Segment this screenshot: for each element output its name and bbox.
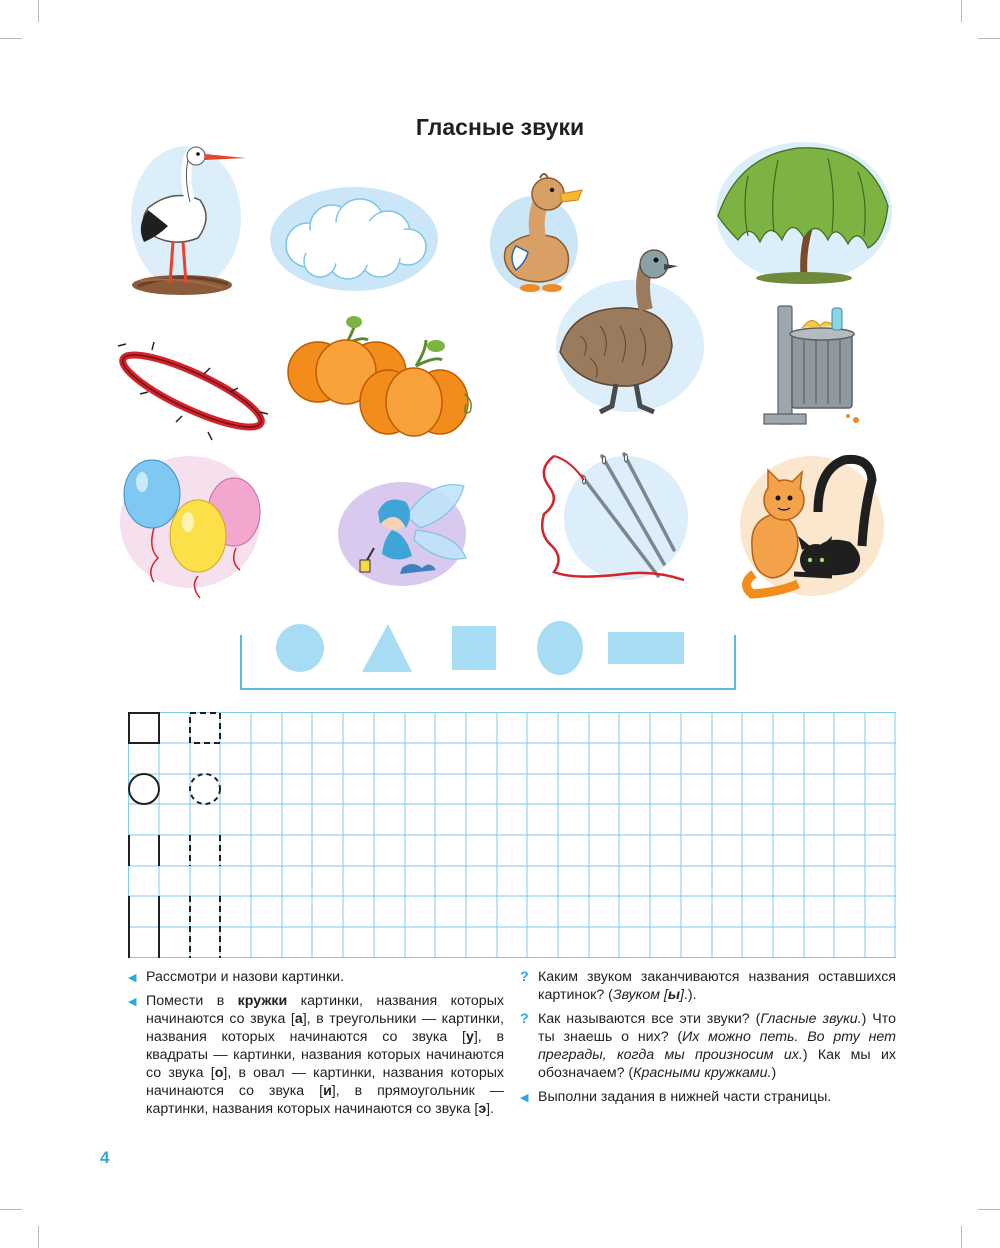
- emu-picture: [550, 246, 706, 422]
- rectangle-shape: [608, 632, 684, 664]
- question-mark-icon: ?: [520, 1011, 529, 1027]
- oval-shape: [537, 621, 583, 675]
- crop-mark: [978, 38, 1000, 39]
- shape-row: [270, 618, 690, 678]
- dashed-circle-sample: [190, 774, 220, 804]
- page-number: 4: [100, 1148, 110, 1167]
- stork-picture: [118, 138, 258, 298]
- triangle-bullet-icon: ◀: [128, 996, 137, 1008]
- instruction-item: ◀ Рассмотри и назови картинки.: [128, 969, 345, 985]
- trash-bin-picture: [760, 304, 872, 428]
- balloons-picture: [118, 452, 268, 604]
- crop-mark: [0, 1209, 22, 1210]
- hoop-picture: [112, 336, 272, 446]
- solid-square-sample: [129, 713, 159, 743]
- left-instructions: [128, 968, 504, 1124]
- crop-mark: [961, 0, 962, 22]
- right-questions: [520, 968, 896, 1112]
- cloud-picture: [268, 183, 440, 293]
- crop-mark: [961, 1226, 962, 1248]
- triangle-bullet-icon: ◀: [520, 1092, 529, 1104]
- crop-mark: [0, 38, 22, 39]
- crop-mark: [38, 1226, 39, 1248]
- crop-mark: [38, 0, 39, 22]
- instruction-item: ◀ Помести в кружки картинки, названия которых начинаются со звука [а], в треугольники — картинки, названия которых начинаются со звука [у], в квадраты — картинки, названия которых начинаются со звука [о], в овал — картинки, названия которых начинаются со звука [и], в прямоугольник — картинки, названия которых начинаются со звука [э].: [128, 993, 505, 1117]
- question-item: ? Каким звуком заканчиваются названия оставшихся картинок? (Звуком [ы].).: [520, 969, 896, 1003]
- fairy-picture: [336, 468, 474, 590]
- triangle-shape: [362, 624, 412, 672]
- page-title: Гласные звуки: [415, 114, 585, 140]
- cats-picture: [732, 450, 888, 600]
- writing-grid[interactable]: [128, 712, 896, 960]
- question-mark-icon: ?: [520, 969, 529, 985]
- crop-mark: [978, 1209, 1000, 1210]
- solid-circle-sample: [129, 774, 159, 804]
- needles-picture: [534, 450, 690, 588]
- willow-picture: [708, 136, 894, 286]
- dashed-square-sample: [190, 713, 220, 743]
- square-shape: [452, 626, 496, 670]
- triangle-bullet-icon: ◀: [128, 972, 137, 984]
- circle-shape: [276, 624, 324, 672]
- pumpkins-picture: [276, 316, 486, 442]
- instruction-item: ◀ Выполни задания в нижней части страницы.: [520, 1089, 832, 1105]
- question-item: ? Как называются все эти звуки? (Гласные звуки.) Что ты знаешь о них? (Их можно петь. Во рту нет преграды, когда мы произносим их.) Как мы их обозначаем? (Красными кружками.): [520, 1011, 896, 1081]
